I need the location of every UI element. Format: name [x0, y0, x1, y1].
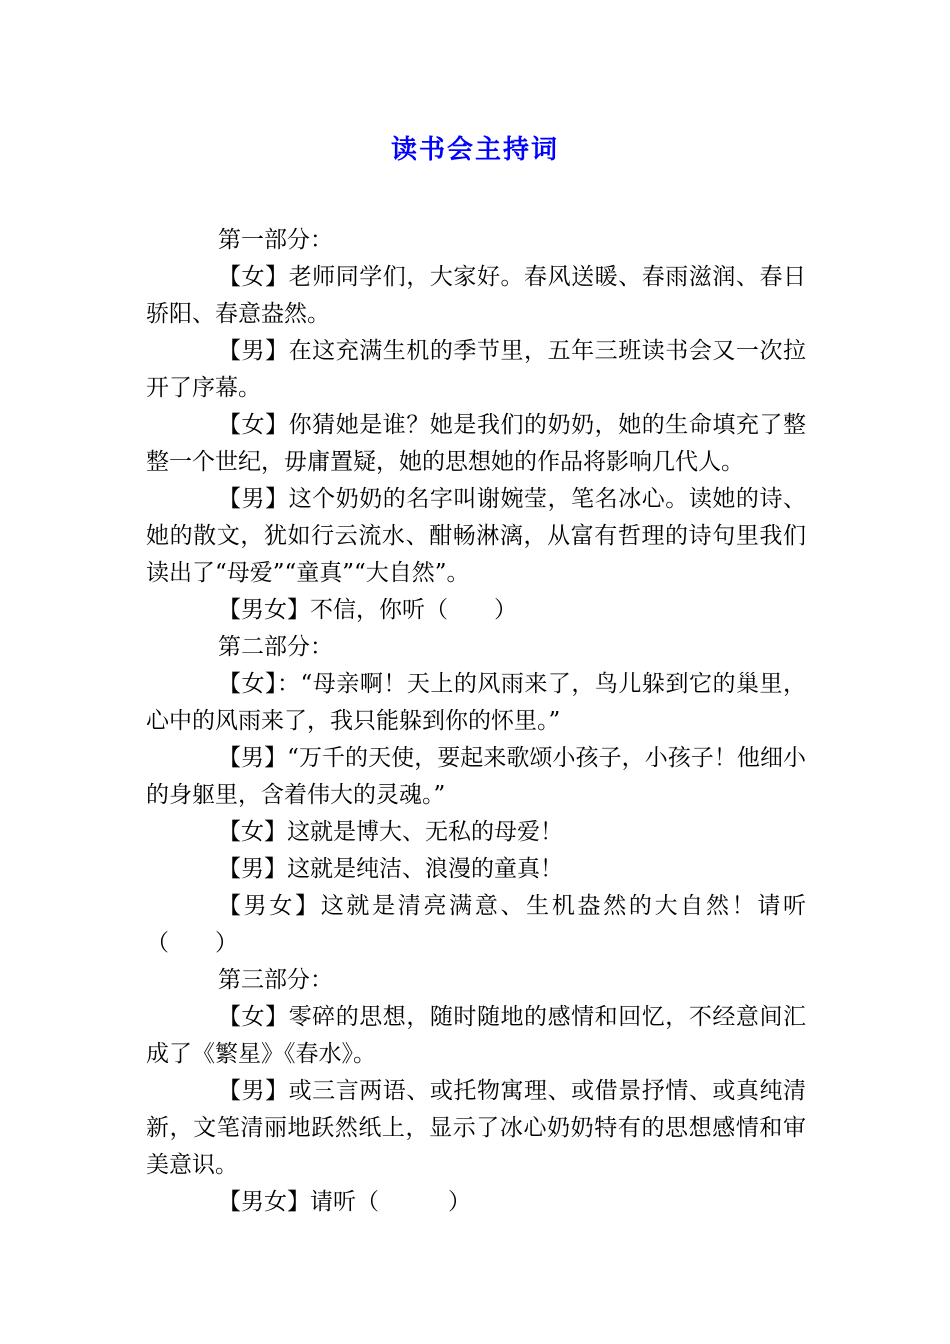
section-heading-2: 第二部分： [218, 634, 333, 660]
paragraph: 【男女】请听（ ） [218, 1189, 471, 1215]
section-heading-1: 第一部分： [218, 227, 333, 253]
document-body [146, 222, 806, 1221]
paragraph: 【男女】这就是清亮满意、生机盎然的大自然！请听（ ） [146, 893, 806, 956]
paragraph: 【男女】不信，你听（ ） [218, 597, 517, 623]
section-heading-3: 第三部分： [218, 967, 333, 993]
paragraph: 【女】你猜她是谁？她是我们的奶奶，她的生命填充了整整一个世纪，毋庸置疑，她的思想她的作品将影响几代人。 [146, 412, 806, 475]
paragraph: 【女】这就是博大、无私的母爱！ [218, 819, 563, 845]
paragraph: 【女】零碎的思想，随时随地的感情和回忆，不经意间汇成了《繁星》《春水》。 [146, 1004, 806, 1067]
paragraph: 【女】：“母亲啊！天上的风雨来了，鸟儿躲到它的巢里，心中的风雨来了，我只能躲到你的怀里。” [146, 671, 806, 734]
page-title: 读书会主持词 [390, 135, 559, 165]
paragraph: 【男】这就是纯洁、浪漫的童真！ [218, 856, 563, 882]
paragraph: 【女】老师同学们，大家好。春风送暖、春雨滋润、春日骄阳、春意盎然。 [146, 264, 806, 327]
paragraph: 【男】在这充满生机的季节里，五年三班读书会又一次拉开了序幕。 [146, 338, 806, 401]
paragraph: 【男】或三言两语、或托物寓理、或借景抒情、或真纯清新，文笔清丽地跃然纸上，显示了冰心奶奶特有的思想感情和审美意识。 [146, 1078, 806, 1178]
paragraph: 【男】这个奶奶的名字叫谢婉莹，笔名冰心。读她的诗、她的散文，犹如行云流水、酣畅淋漓，从富有哲理的诗句里我们读出了“母爱”“童真”“大自然”。 [146, 486, 806, 586]
paragraph: 【男】“万千的天使，要起来歌颂小孩子，小孩子！他细小的身躯里，含着伟大的灵魂。” [146, 745, 806, 808]
